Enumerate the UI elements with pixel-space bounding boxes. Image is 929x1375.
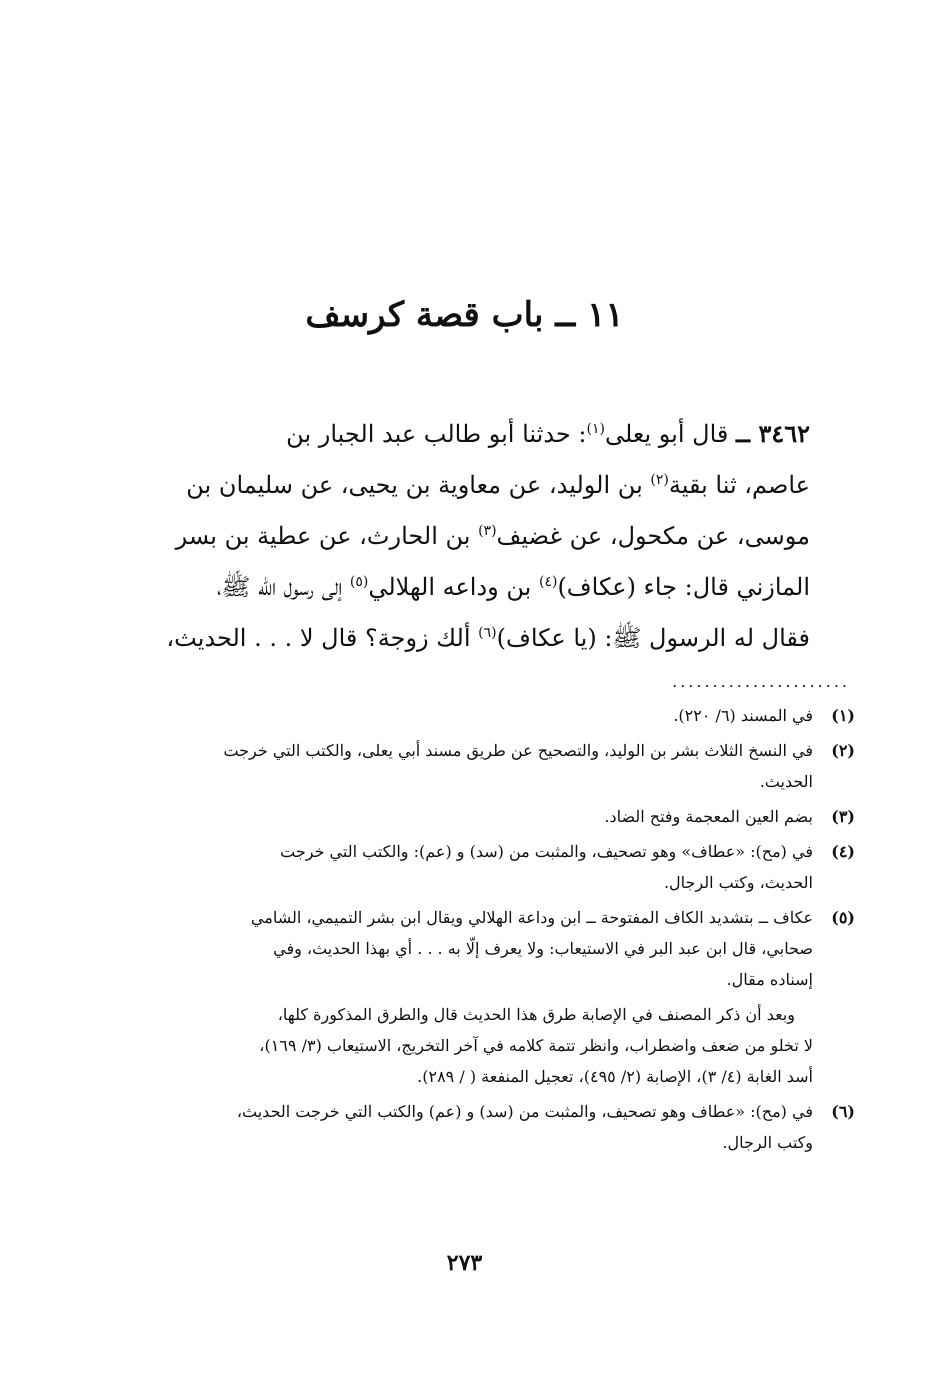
hadith-text-segment: إلى رسول الله ﷺ، (216, 573, 350, 601)
hadith-line (120, 511, 810, 562)
footnotes (120, 700, 855, 1162)
footnote-5 (120, 902, 855, 995)
footnote-line: الحديث، وكتب الرجال. (663, 873, 813, 892)
footnote-1 (120, 700, 855, 731)
footnote-line: صحابي، قال ابن عبد البر في الاستيعاب: ولا يعرف إلّا به . . . أي بهذا الحديث، وفي (273, 939, 813, 958)
footnote-number: (٣) (831, 807, 855, 826)
footnote-2 (120, 735, 855, 797)
footnote-line: أسد الغابة (٤/ ٣)، الإصابة (٢/ ٤٩٥)، تعجيل المنفعة ( / ٢٨٩). (417, 1067, 813, 1086)
footnote-line: إسناده مقال. (726, 970, 813, 989)
hadith-text-segment: قال أبو يعلى (604, 420, 729, 448)
hadith-text-segment: ألك زوجة؟ قال لا . . . الحديث، (166, 624, 479, 652)
footnote-body (120, 735, 813, 797)
footnote-line: وكتب الرجال. (722, 1133, 813, 1152)
footnote-number: (١) (831, 706, 855, 725)
footnote-line: الحديث. (759, 772, 813, 791)
hadith-line (120, 408, 810, 460)
footnote-line: وبعد أن ذكر المصنف في الإصابة طرق هذا الحديث قال والطرق المذكورة كلها، (277, 1005, 795, 1024)
hadith-text-segment: المازني قال: جاء (عكاف) (557, 573, 810, 601)
footnote-body (120, 801, 813, 832)
footnote-number: (٦) (831, 1102, 855, 1121)
footnote-body (120, 836, 813, 898)
footnote-line: لا تخلو من ضعف واضطراب، وانظر تتمة كلامه في آخر التخريج، الاستيعاب (٣/ ١٦٩)، (259, 1036, 813, 1055)
footnote-line: بضم العين المعجمة وفتح الضاد. (604, 807, 813, 826)
footnote-ref: (٤) (538, 574, 558, 590)
footnote-ref: (٢) (650, 472, 669, 488)
footnote-separator: ...................... (672, 672, 850, 691)
footnote-line: في المسند (٦/ ٢٢٠). (673, 706, 813, 725)
footnote-body (120, 1096, 813, 1158)
hadith-line (120, 613, 810, 664)
page-number: ٢٧٣ (446, 1250, 483, 1276)
footnote-number: (٤) (831, 842, 855, 861)
hadith-text-segment: موسى، عن مكحول، عن غضيف (496, 522, 810, 550)
hadith-text-segment: بن وداعه الهلالي (368, 573, 539, 601)
footnote-ref: (٥) (349, 574, 369, 590)
footnote-body (120, 902, 813, 995)
hadith-text-segment: بن الوليد، عن معاوية بن يحيى، عن سليمان بن (186, 471, 651, 499)
hadith-number: ٣٤٦٢ ــ (736, 419, 810, 448)
footnote-line: عكاف ــ بتشديد الكاف المفتوحة ــ ابن وداعة الهلالي ويقال ابن بشر التميمي، الشامي (250, 908, 813, 927)
footnote-line: في النسخ الثلاث بشر بن الوليد، والتصحيح عن طريق مسند أبي يعلى، والكتب التي خرجت (223, 741, 813, 760)
hadith-text-segment: : حدثنا أبو طالب عبد الجبار بن (286, 420, 587, 448)
hadith-text-segment: بن الحارث، عن عطية بن بسر (175, 522, 479, 550)
footnote-3 (120, 801, 855, 832)
footnote-line: في (مح): «عطاف وهو تصحيف، والمثبت من (سد) و (عم) والكتب التي خرجت الحديث، (236, 1102, 813, 1121)
footnote-ref: (٣) (478, 523, 497, 539)
hadith-text (120, 408, 810, 664)
footnote-4 (120, 836, 855, 898)
footnote-number: (٥) (831, 908, 855, 927)
footnote-body (120, 700, 813, 731)
footnote-5-continuation (120, 999, 855, 1092)
hadith-text-segment: عاصم، ثنا بقية (668, 471, 810, 499)
footnote-number: (٢) (831, 741, 855, 760)
hadith-text-segment: فقال له الرسول ﷺ: (يا عكاف) (496, 624, 810, 652)
footnote-ref: (١) (586, 421, 605, 437)
footnote-ref: (٦) (478, 625, 497, 641)
footnote-line: في (مح): «عطاف» وهو تصحيف، والمثبت من (سد) و (عم): والكتب التي خرجت (280, 842, 813, 861)
hadith-line (120, 460, 810, 511)
chapter-title: ١١ ــ باب قصة كرسف (305, 295, 624, 335)
hadith-line (120, 562, 810, 613)
footnote-6 (120, 1096, 855, 1158)
